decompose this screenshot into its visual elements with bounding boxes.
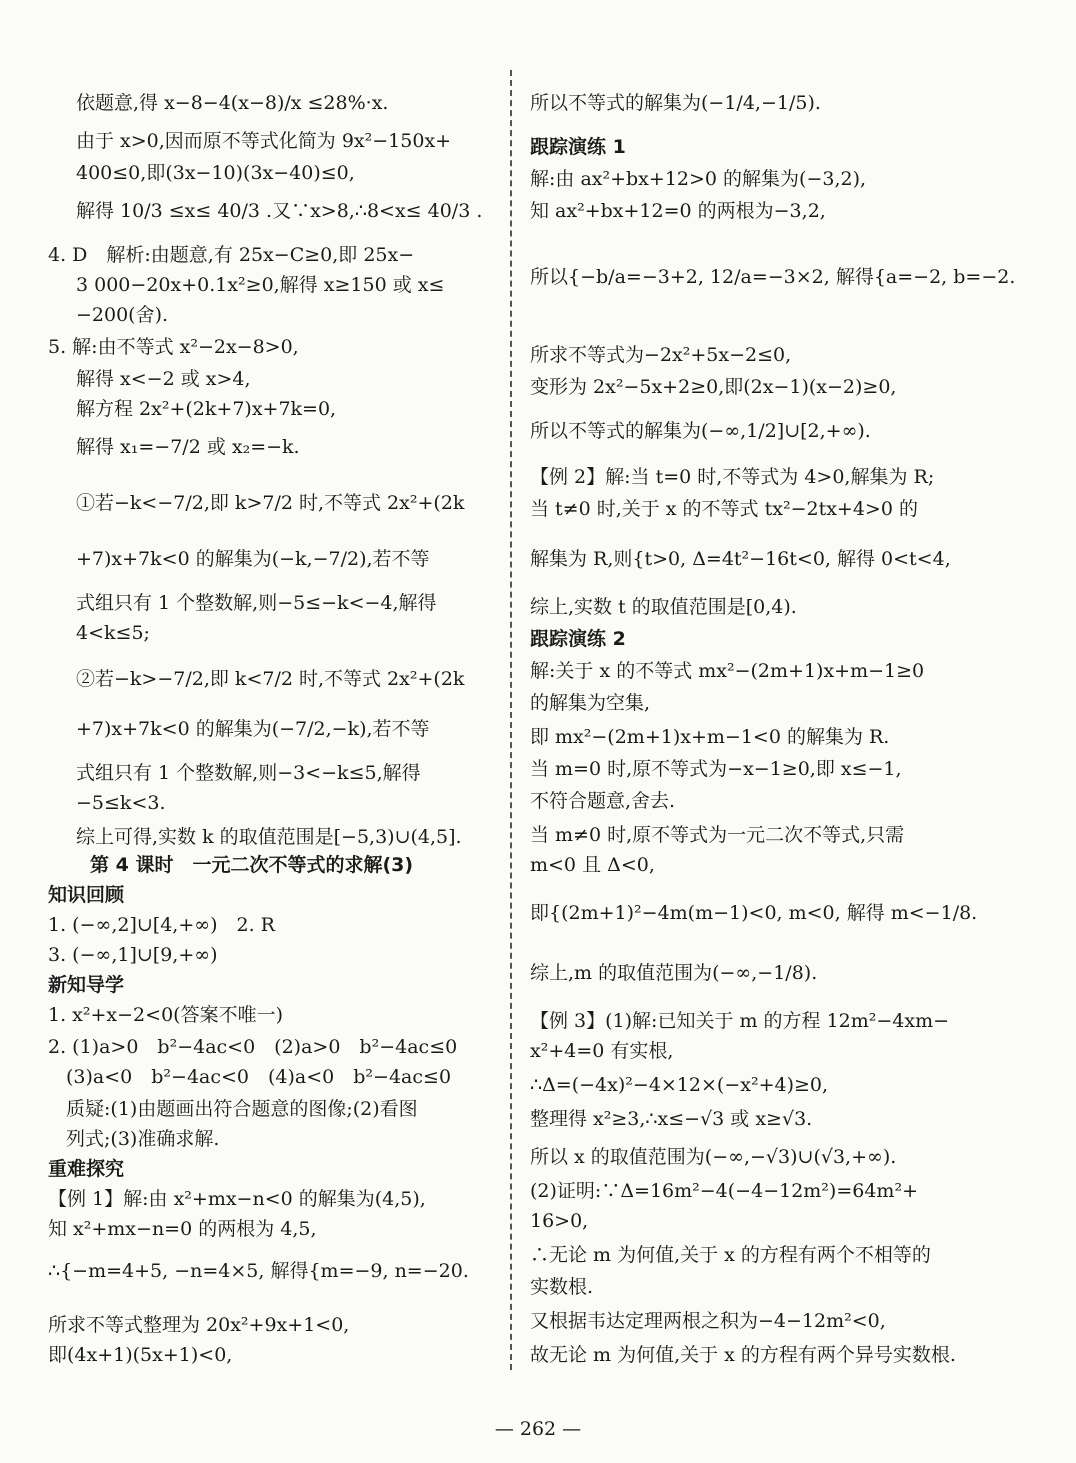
text-line: 式组只有 1 个整数解,则−5≤−k<−4,解得 (76, 592, 437, 614)
text-line: ∴Δ=(−4x)²−4×12×(−x²+4)≥0, (530, 1074, 829, 1096)
text-line: 所以不等式的解集为(−1/4,−1/5). (530, 92, 821, 114)
text-line: 变形为 2x²−5x+2≥0,即(2x−1)(x−2)≥0, (530, 376, 897, 398)
text-line: ①若−k<−7/2,即 k>7/2 时,不等式 2x²+(2k (76, 492, 465, 514)
text-line: 综上,m 的取值范围为(−∞,−1/8). (530, 962, 818, 984)
section-heading: 新知导学 (48, 974, 125, 996)
section-heading: 重难探究 (48, 1158, 125, 1180)
text-line: 解得 x₁=−7/2 或 x₂=−k. (76, 436, 300, 458)
section-heading: 跟踪演练 1 (530, 136, 626, 158)
text-line: ②若−k>−7/2,即 k<7/2 时,不等式 2x²+(2k (76, 668, 465, 690)
text-line: 1. (−∞,2]∪[4,+∞) 2. R (48, 914, 275, 936)
text-line: 实数根. (530, 1276, 594, 1298)
text-line: +7)x+7k<0 的解集为(−k,−7/2),若不等 (76, 548, 430, 570)
text-line: 400≤0,即(3x−10)(3x−40)≤0, (76, 162, 355, 184)
text-line: 质疑:(1)由题画出符合题意的图像;(2)看图 (66, 1098, 418, 1120)
text-line: 当 m≠0 时,原不等式为一元二次不等式,只需 (530, 824, 905, 846)
text-line: 当 m=0 时,原不等式为−x−1≥0,即 x≤−1, (530, 758, 902, 780)
text-line: 列式;(3)准确求解. (66, 1128, 220, 1150)
text-line: −5≤k<3. (76, 792, 166, 814)
section-heading: 知识回顾 (48, 884, 125, 906)
text-line: 的解集为空集, (530, 692, 651, 714)
text-line: (3)a<0 b²−4ac<0 (4)a<0 b²−4ac≤0 (66, 1066, 452, 1088)
lesson-title: 第 4 课时 一元二次不等式的求解(3) (90, 854, 414, 876)
text-line: 故无论 m 为何值,关于 x 的方程有两个异号实数根. (530, 1344, 956, 1366)
text-line: 即{(2m+1)²−4m(m−1)<0, m<0, 解得 m<−1/8. (530, 902, 978, 924)
text-line: 知 ax²+bx+12=0 的两根为−3,2, (530, 200, 826, 222)
text-line: 所以{−b/a=−3+2, 12/a=−3×2, 解得{a=−2, b=−2. (530, 266, 1016, 288)
example-3: 【例 3】(1)解:已知关于 m 的方程 12m²−4xm− (530, 1010, 950, 1032)
text-line: 解:由 ax²+bx+12>0 的解集为(−3,2), (530, 168, 867, 190)
text-line: 所以 x 的取值范围为(−∞,−√3)∪(√3,+∞). (530, 1146, 897, 1168)
text-line: 所求不等式为−2x²+5x−2≤0, (530, 344, 792, 366)
answer-4: 4. D 解析:由题意,有 25x−C≥0,即 25x− (48, 244, 415, 266)
text-line: 解集为 R,则{t>0, Δ=4t²−16t<0, 解得 0<t<4, (530, 548, 951, 570)
text-line: 所以不等式的解集为(−∞,1/2]∪[2,+∞). (530, 420, 871, 442)
text-line: 综上,实数 t 的取值范围是[0,4). (530, 596, 797, 618)
text-line: 又根据韦达定理两根之积为−4−12m²<0, (530, 1310, 886, 1332)
text-line: 3. (−∞,1]∪[9,+∞) (48, 944, 218, 966)
text-line: m<0 且 Δ<0, (530, 854, 655, 876)
text-line: 解得 x<−2 或 x>4, (76, 368, 251, 390)
text-line: 1. x²+x−2<0(答案不唯一) (48, 1004, 283, 1026)
text-line: 所求不等式整理为 20x²+9x+1<0, (48, 1314, 350, 1336)
text-line: 解得 10/3 ≤x≤ 40/3 .又∵x>8,∴8<x≤ 40/3 . (76, 200, 483, 222)
text-line: 当 t≠0 时,关于 x 的不等式 tx²−2tx+4>0 的 (530, 498, 918, 520)
text-line: 3 000−20x+0.1x²≥0,解得 x≥150 或 x≤ (76, 274, 445, 296)
text-line: ∴{−m=4+5, −n=4×5, 解得{m=−9, n=−20. (48, 1260, 469, 1282)
text-line: 解:关于 x 的不等式 mx²−(2m+1)x+m−1≥0 (530, 660, 925, 682)
text-line: 整理得 x²≥3,∴x≤−√3 或 x≥√3. (530, 1108, 813, 1130)
text-line: 解方程 2x²+(2k+7)x+7k=0, (76, 398, 337, 420)
text-line: 16>0, (530, 1210, 589, 1232)
text-line: (2)证明:∵Δ=16m²−4(−4−12m²)=64m²+ (530, 1180, 918, 1202)
text-line: 依题意,得 x−8−4(x−8)/x ≤28%·x. (76, 92, 389, 114)
column-divider (510, 70, 512, 1370)
text-line: 【例 1】解:由 x²+mx−n<0 的解集为(4,5), (48, 1188, 426, 1210)
text-line: ∴无论 m 为何值,关于 x 的方程有两个不相等的 (530, 1244, 931, 1266)
text-line: 由于 x>0,因而原不等式化简为 9x²−150x+ (76, 130, 452, 152)
text-line: x²+4=0 有实根, (530, 1040, 674, 1062)
text-line: −200(舍). (76, 304, 169, 326)
text-line: 即(4x+1)(5x+1)<0, (48, 1344, 233, 1366)
text-line: 2. (1)a>0 b²−4ac<0 (2)a>0 b²−4ac≤0 (48, 1036, 458, 1058)
text-line: 知 x²+mx−n=0 的两根为 4,5, (48, 1218, 317, 1240)
page-number: — 262 — (494, 1418, 582, 1440)
section-heading: 跟踪演练 2 (530, 628, 626, 650)
text-line: 4<k≤5; (76, 622, 150, 644)
example-2: 【例 2】解:当 t=0 时,不等式为 4>0,解集为 R; (530, 466, 935, 488)
text-line: 即 mx²−(2m+1)x+m−1<0 的解集为 R. (530, 726, 890, 748)
text-line: 不符合题意,舍去. (530, 790, 676, 812)
text-line: 式组只有 1 个整数解,则−3<−k≤5,解得 (76, 762, 421, 784)
text-line: +7)x+7k<0 的解集为(−7/2,−k),若不等 (76, 718, 430, 740)
text-line: 综上可得,实数 k 的取值范围是[−5,3)∪(4,5]. (76, 826, 462, 848)
answer-5: 5. 解:由不等式 x²−2x−8>0, (48, 336, 299, 358)
